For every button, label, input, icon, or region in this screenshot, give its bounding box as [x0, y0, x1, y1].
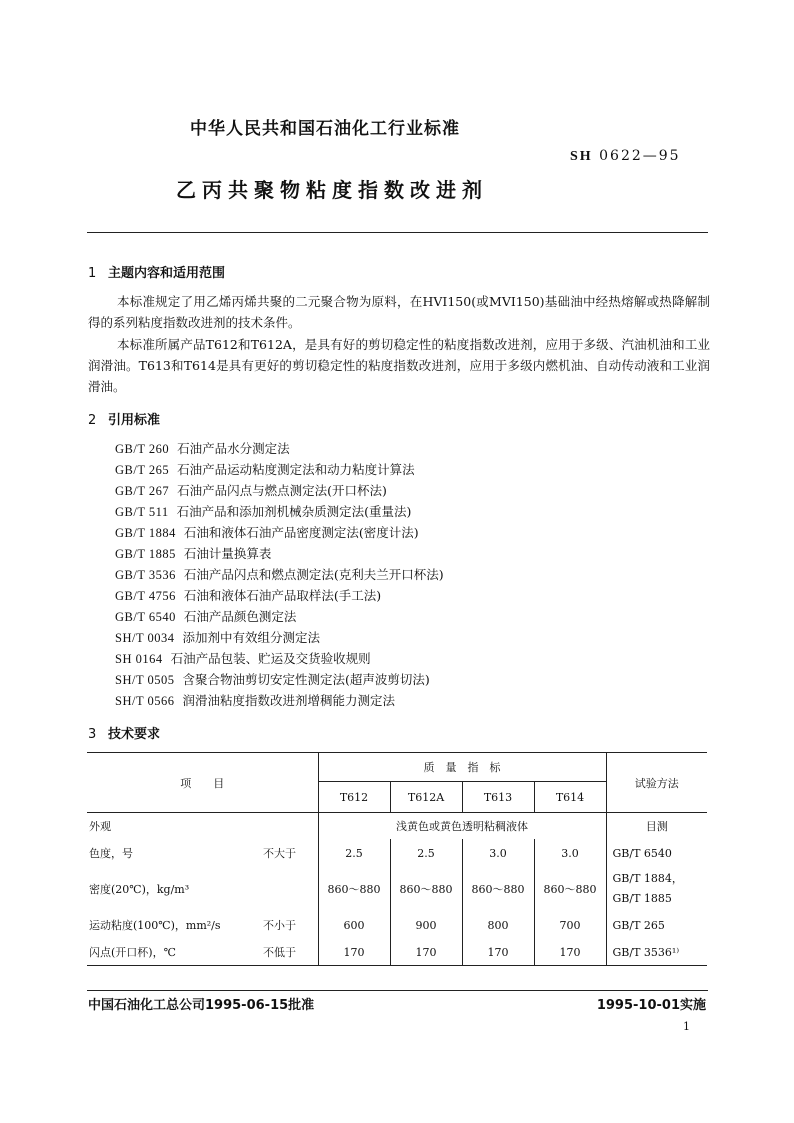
- approval-line: 中国石油化工总公司1995-06-15批准: [88, 998, 315, 1013]
- section-2-heading: 2 引用标准: [88, 413, 161, 428]
- implementation-date: 1995-10-01实施: [596, 998, 706, 1013]
- standard-body-title: 中华人民共和国石油化工行业标准: [190, 119, 460, 139]
- product-header: T613: [462, 782, 534, 813]
- cell-value: 170: [534, 939, 606, 966]
- section-1-paragraph-1: 本标准规定了用乙烯丙烯共聚的二元聚合物为原料，在HVI150(或MVI150)基础油中经热熔解或热降解制得的系列粘度指数改进剂的技术条件。: [88, 294, 710, 330]
- product-header: T612: [318, 782, 390, 813]
- ref-item: GB/T 3536 石油产品闪点和燃点测定法(克利夫兰开口杯法): [115, 567, 444, 582]
- cell-value: 700: [534, 911, 606, 939]
- quality-header: 质 量 指 标: [318, 753, 606, 782]
- ref-item: GB/T 260 石油产品水分测定法: [115, 441, 290, 456]
- document-title: 乙丙共聚物粘度指数改进剂: [176, 178, 488, 202]
- row-method: 目测: [606, 813, 707, 840]
- cell-value: 860～880: [390, 867, 462, 911]
- ref-item: GB/T 511 石油产品和添加剂机械杂质测定法(重量法): [115, 504, 412, 519]
- footer-rule: [87, 990, 708, 991]
- section-1-paragraph-2: 本标准所属产品T612和T612A，是具有好的剪切稳定性的粘度指数改进剂，应用于多级、汽油机油和工业润滑油。T613和T614是具有更好的剪切稳定性的粘度指数改进剂，应用于多级内燃机油、自动传动液和工业润滑油。: [88, 337, 710, 394]
- appearance-value: 浅黄色或黄色透明粘稠液体: [318, 813, 606, 840]
- row-method: GB/T 3536¹⁾: [606, 939, 707, 966]
- section-1-heading: 1 主题内容和适用范围: [88, 266, 226, 281]
- cell-value: 2.5: [318, 839, 390, 867]
- product-header: T614: [534, 782, 606, 813]
- row-limit: 不小于: [263, 919, 296, 932]
- method-header: 试验方法: [606, 753, 707, 813]
- cell-value: 3.0: [462, 839, 534, 867]
- ref-item: GB/T 1884 石油和液体石油产品密度测定法(密度计法): [115, 525, 419, 540]
- row-method: GB/T 265: [606, 911, 707, 939]
- row-limit: 不低于: [263, 946, 296, 959]
- cell-value: 2.5: [390, 839, 462, 867]
- ref-item: SH/T 0566 润滑油粘度指数改进剂增稠能力测定法: [115, 693, 396, 708]
- ref-item: GB/T 6540 石油产品颜色测定法: [115, 609, 297, 624]
- row-item: 闪点(开口杯)，℃: [89, 946, 176, 959]
- page-number: 1: [683, 1020, 690, 1033]
- standard-code-number: 0622—95: [599, 148, 681, 164]
- ref-item: GB/T 4756 石油和液体石油产品取样法(手工法): [115, 588, 382, 603]
- product-header: T612A: [390, 782, 462, 813]
- row-method: GB/T 6540: [606, 839, 707, 867]
- cell-value: 860～880: [534, 867, 606, 911]
- item-header: 项 目: [180, 776, 225, 790]
- cell-value: 860～880: [318, 867, 390, 911]
- row-limit: 不大于: [263, 847, 296, 860]
- cell-value: 600: [318, 911, 390, 939]
- cell-value: 170: [318, 939, 390, 966]
- cell-value: 170: [390, 939, 462, 966]
- ref-item: SH/T 0034 添加剂中有效组分测定法: [115, 630, 321, 645]
- cell-value: 900: [390, 911, 462, 939]
- row-item: 密度(20℃)，kg/m³: [89, 883, 190, 896]
- cell-value: 800: [462, 911, 534, 939]
- cell-value: 3.0: [534, 839, 606, 867]
- cell-value: 170: [462, 939, 534, 966]
- ref-item: SH 0164 石油产品包装、贮运及交货验收规则: [115, 651, 371, 666]
- row-item: 色度，号: [89, 847, 133, 860]
- row-method: GB/T 1884， GB/T 1885: [606, 867, 707, 911]
- header-rule: [87, 232, 708, 233]
- row-item: 运动粘度(100℃)，mm²/s: [89, 919, 221, 932]
- ref-item: SH/T 0505 含聚合物油剪切安定性测定法(超声波剪切法): [115, 672, 430, 687]
- ref-item: GB/T 267 石油产品闪点与燃点测定法(开口杯法): [115, 483, 387, 498]
- ref-item: GB/T 265 石油产品运动粘度测定法和动力粘度计算法: [115, 462, 415, 477]
- section-3-heading: 3 技术要求: [88, 727, 161, 742]
- technical-requirements-table: [87, 752, 707, 966]
- ref-item: GB/T 1885 石油计量换算表: [115, 546, 272, 561]
- cell-value: 860～880: [462, 867, 534, 911]
- standard-code-prefix: SH: [570, 149, 593, 164]
- standard-code: [570, 148, 681, 165]
- row-item: 外观: [89, 820, 111, 833]
